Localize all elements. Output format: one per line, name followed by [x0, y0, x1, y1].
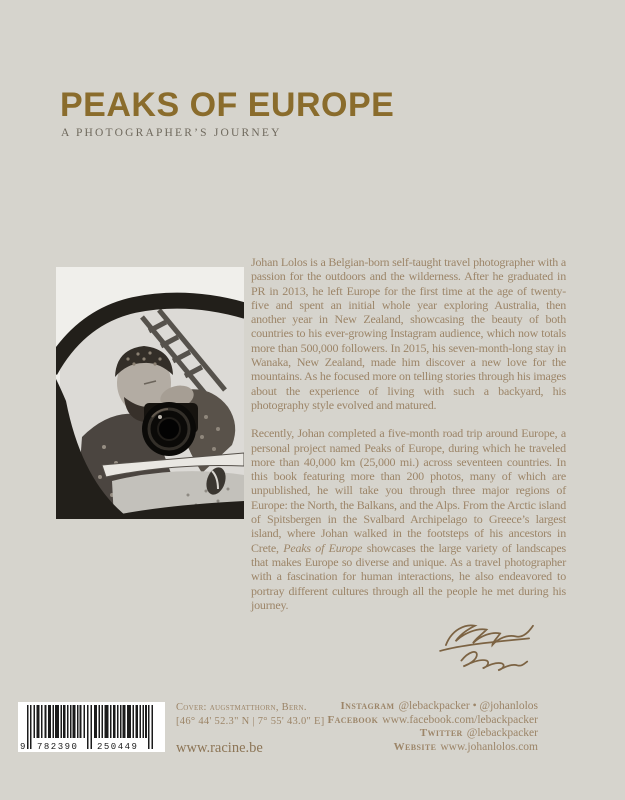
- social-row-instagram: [327, 700, 538, 714]
- barcode-group1-digits: 782390: [37, 742, 79, 752]
- social-row-facebook: [327, 714, 538, 728]
- social-row-website: [327, 741, 538, 755]
- side-mirror-photo: [56, 267, 244, 519]
- facebook-label: Facebook: [327, 713, 379, 726]
- social-row-twitter: [327, 727, 538, 741]
- instagram-handle: @lebackpacker • @johanlolos: [398, 700, 538, 712]
- cover-credit: [176, 701, 325, 728]
- book-title: PEAKS OF EUROPE: [60, 86, 395, 124]
- bio-paragraph-2-end: showcases the large variety of landscapes that makes Europe so diverse and unique. As a travel photographer with a fascination for human interactions, he also endeavored to portray different cultures through all the people he met during his journey.: [251, 540, 566, 612]
- cover-credit-coordinates: [46° 44' 52.3" N | 7° 55' 43.0" E]: [176, 715, 325, 727]
- website-label: Website: [393, 741, 437, 754]
- twitter-handle: @lebackpacker: [466, 727, 538, 740]
- bio-paragraph-2: [251, 426, 566, 612]
- barcode-prefix-digit: 9: [20, 742, 26, 752]
- barcode-group2-digits: 250449: [97, 742, 139, 752]
- cover-credit-location: Cover: augstmatthorn, Bern.: [176, 702, 307, 713]
- facebook-url: www.facebook.com/lebackpacker: [382, 713, 538, 726]
- bio-paragraph-2-start: Recently, Johan completed a five-month road trip around Europe, a personal project named Peaks of Europe, during which he traveled more than 40,000 km (25,000 mi.) across seventeen countries. In this book featuring more than 200 photos, many of which are unpublished, he will take you through three major regions of Europe: the North, the Balkans, and the Alps. From the Arctic island of Spitsbergen in the Svalbard Archipelago to Greece’s largest island, where Johan walked in the footsteps of his ancestors in Crete,: [251, 426, 567, 555]
- book-subtitle: A PHOTOGRAPHER’S JOURNEY: [61, 127, 282, 139]
- publisher-url: www.racine.be: [176, 740, 263, 756]
- signature-handwriting: [432, 618, 544, 678]
- isbn-barcode: [18, 702, 165, 752]
- twitter-label: Twitter: [419, 727, 463, 740]
- instagram-label: Instagram: [340, 700, 395, 712]
- website-url: www.johanlolos.com: [440, 741, 538, 754]
- book-title-italic-mention: Peaks of Europe: [283, 540, 363, 555]
- bio-paragraph-1: Johan Lolos is a Belgian-born self-taught travel photographer with a passion for the outdoors and the wilderness. After he graduated in PR in 2013, he left Europe for the first time at the age of twenty-five and spent an initial whole year exploring Australia, then another year in New Zealand, showcasing the beauty of both countries to his ever-growing Instagram audience, which now totals more than 500,000 followers. In 2015, his seven-month-long stay in Wanaka, New Zealand, made him discover a new love for the mountains. As he focused more on telling stories through his images about the experience of living with such a backyard, his photography style evolved and matured.: [251, 255, 566, 412]
- bio-text: [251, 255, 566, 678]
- social-links: [327, 700, 538, 755]
